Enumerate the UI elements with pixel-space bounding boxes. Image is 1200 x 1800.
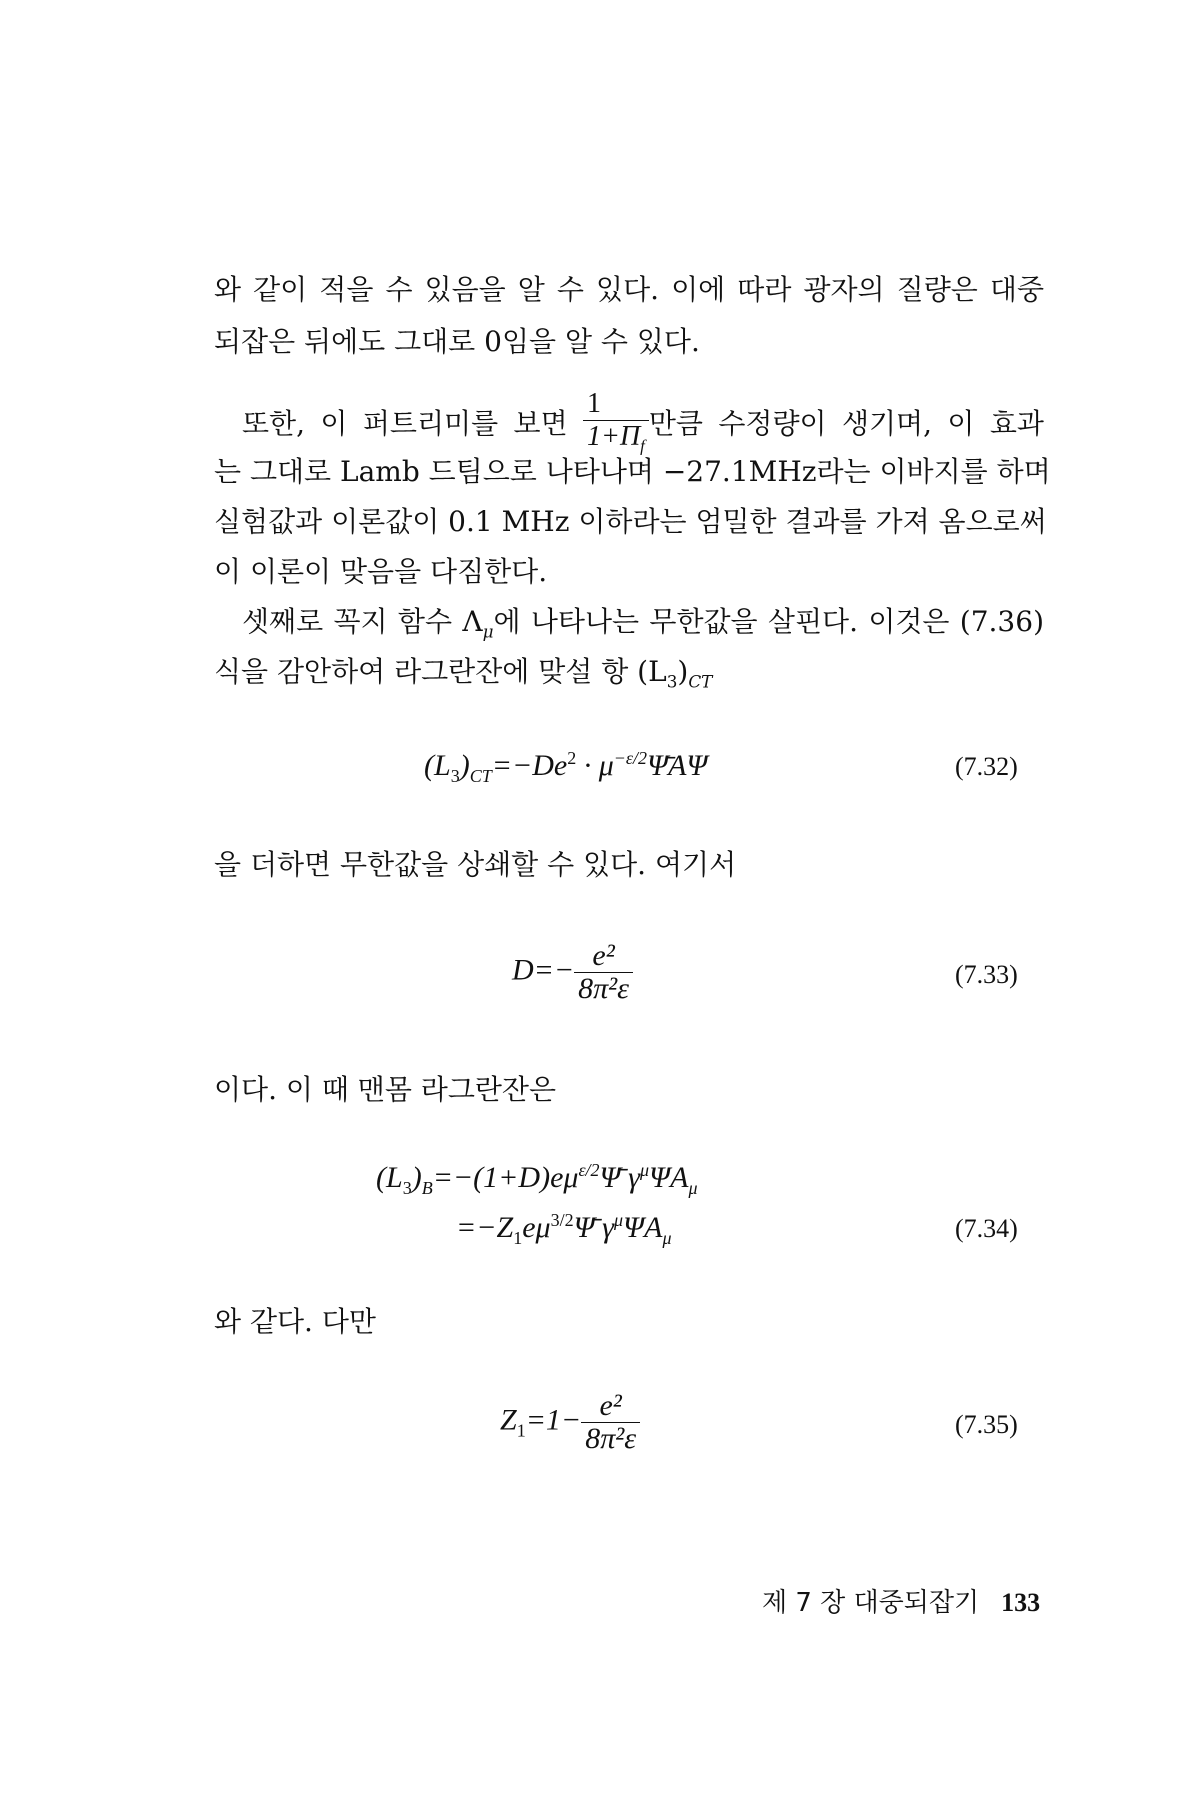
- page-number: 133: [1001, 1588, 1041, 1617]
- fraction-numerator: 1: [583, 388, 649, 421]
- para3-line1: 셋째로 꼭지 함수 $\Lambda_\mu$에 나타나는 무한값을 살핀다. 이것은 (7.36): [242, 605, 1044, 642]
- para2-line2: 는 그대로 Lamb 드팀으로 나타나며 −27.1MHz라는 이바지를 하며: [214, 455, 1051, 488]
- text-after-7-33: 이다. 이 때 맨몸 라그란잔은: [214, 1073, 557, 1106]
- equation-number-7-34: (7.34): [955, 1214, 1018, 1243]
- para1-line1: 와 같이 적을 수 있음을 알 수 있다. 이에 따라 광자의 질량은 대중: [214, 273, 1044, 306]
- para1-line2: 되잡은 뒤에도 그대로 0임을 알 수 있다.: [214, 325, 700, 358]
- equation-7-33: D=− $\frac{\text{e²}}{\text{8π²ε}}$: [512, 940, 633, 1005]
- chapter-title: 제 7 장 대중되잡기: [762, 1588, 980, 1618]
- para3-line2: 식을 감안하여 라그란잔에 맞설 항 $(L_3)_{CT}$: [214, 655, 713, 692]
- text-after-7-34: 와 같다. 다만: [214, 1305, 376, 1338]
- para2-line3: 실험값과 이론값이 0.1 MHz 이하라는 엄밀한 결과를 가져 옴으로써: [214, 505, 1047, 538]
- equation-7-34-line2: $=-Z_1e\mu^{3/2}\Psī$ $\gamma^\mu\Psi A_\mu$: [456, 1210, 672, 1248]
- equation-7-34-line1: $(L_3)_B=-(1+D)e\mu^{\varepsilon/2}\Psī$ $\gamma^\mu\Psi A_\mu$: [376, 1160, 698, 1198]
- para2-line4: 이 이론이 맞음을 다짐한다.: [214, 555, 548, 588]
- equation-7-33-fraction: $\frac{\text{e²}}{\text{8π²ε}}$: [574, 940, 633, 1005]
- page-footer: [762, 1582, 1040, 1619]
- para2-line1-post: 만큼 수정량이 생기며, 이 효과: [648, 406, 1044, 440]
- equation-number-7-32: (7.32): [955, 752, 1018, 781]
- equation-7-35-fraction: $\frac{\text{e²}}{\text{8π²ε}}$: [581, 1390, 640, 1455]
- para2-line1-pre: 또한, 이 퍼트리미를 보면: [242, 406, 568, 440]
- fraction-denominator: $1+\Pi_f$: [587, 421, 645, 456]
- equation-number-7-35: (7.35): [955, 1410, 1018, 1439]
- equation-7-32: $(L_3)_{CT}=-De^2$ · $\mu^{-\varepsilon/2}\PsīA\Psi$: [424, 748, 708, 786]
- text-after-7-32: 을 더하면 무한값을 상쇄할 수 있다. 여기서: [214, 848, 737, 881]
- equation-7-35: $Z_1=1-$ $\frac{\text{e²}}{\text{8π²ε}}$: [500, 1390, 640, 1455]
- equation-number-7-33: (7.33): [955, 960, 1018, 989]
